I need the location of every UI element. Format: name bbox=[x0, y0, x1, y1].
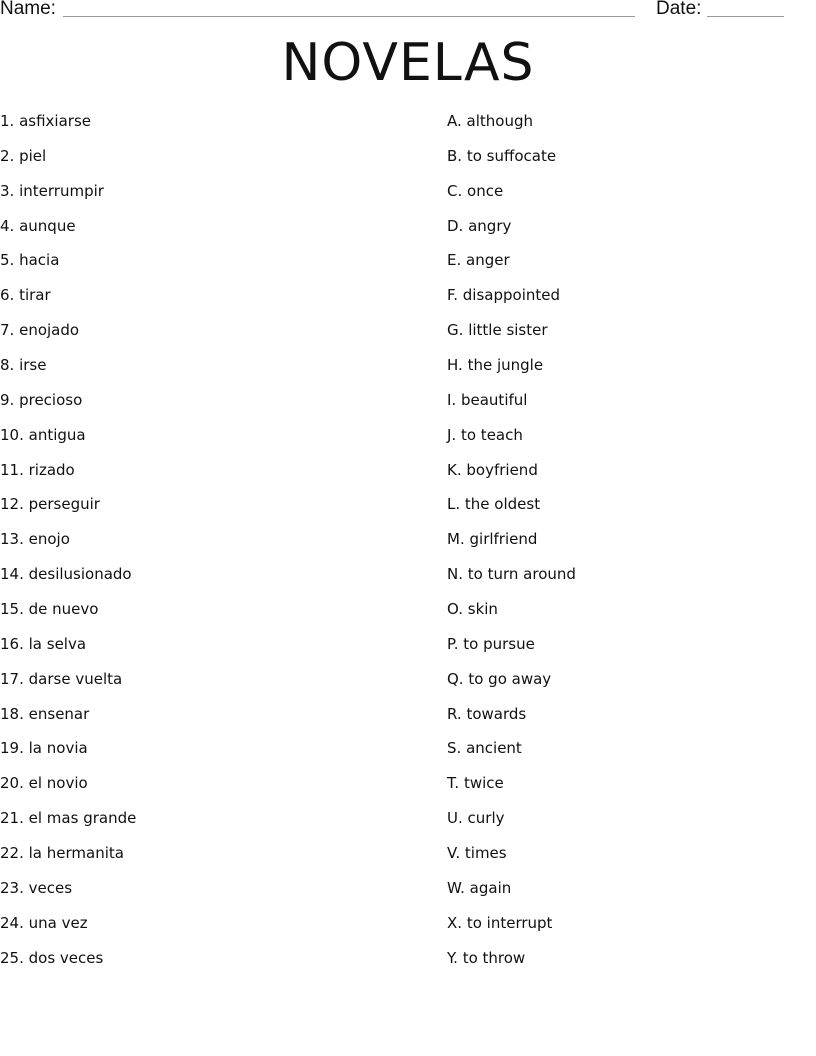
definition-letter: Q. bbox=[447, 669, 464, 688]
term-word: asfixiarse bbox=[19, 112, 91, 130]
term-item bbox=[0, 285, 420, 320]
term-item bbox=[0, 599, 420, 634]
definition-item bbox=[447, 773, 807, 808]
term-number: 15. bbox=[0, 600, 24, 619]
definition-item bbox=[447, 808, 807, 843]
date-label: Date: bbox=[656, 0, 702, 19]
term-item bbox=[0, 146, 420, 181]
english-definitions-list bbox=[447, 111, 807, 982]
term-word: hacia bbox=[19, 251, 60, 270]
definition-item bbox=[447, 878, 807, 913]
term-number: 23. bbox=[0, 878, 24, 897]
definition-item bbox=[447, 948, 807, 983]
worksheet-title: NOVELAS bbox=[281, 33, 535, 93]
definition-text: curly bbox=[467, 809, 505, 828]
term-item bbox=[0, 773, 420, 808]
term-number: 16. bbox=[0, 634, 24, 653]
definition-letter: D. bbox=[447, 216, 464, 235]
definition-item bbox=[447, 285, 807, 320]
definition-text: to throw bbox=[462, 948, 526, 967]
term-item bbox=[0, 460, 420, 495]
definition-item bbox=[447, 250, 807, 285]
definition-text: boyfriend bbox=[466, 460, 538, 479]
term-item bbox=[0, 669, 420, 704]
term-item bbox=[0, 843, 420, 878]
definition-text: to suffocate bbox=[466, 146, 557, 165]
term-word: precioso bbox=[19, 390, 83, 409]
definition-letter: G. bbox=[447, 321, 464, 340]
definition-item bbox=[447, 704, 807, 739]
term-item bbox=[0, 564, 420, 599]
spanish-terms-list bbox=[0, 111, 420, 982]
definition-text: once bbox=[467, 181, 504, 200]
term-word: rizado bbox=[28, 460, 75, 479]
term-item bbox=[0, 250, 420, 285]
definition-letter: S. bbox=[447, 739, 462, 758]
term-number: 19. bbox=[0, 739, 24, 758]
definition-item bbox=[447, 843, 807, 878]
definition-letter: J. bbox=[447, 425, 457, 444]
term-number: 10. bbox=[0, 425, 24, 444]
definition-item bbox=[447, 320, 807, 355]
term-item bbox=[0, 704, 420, 739]
definition-letter: K. bbox=[447, 460, 462, 479]
definition-item bbox=[447, 460, 807, 495]
definition-text: again bbox=[469, 878, 512, 897]
definition-text: the oldest bbox=[464, 495, 541, 514]
definition-item bbox=[447, 494, 807, 529]
definition-item bbox=[447, 181, 807, 216]
term-number: 22. bbox=[0, 844, 24, 863]
definition-letter: L. bbox=[447, 495, 461, 514]
term-number: 1. bbox=[0, 112, 15, 130]
definition-text: to turn around bbox=[467, 565, 576, 584]
definition-letter: R. bbox=[447, 704, 462, 723]
term-word: interrumpir bbox=[19, 181, 104, 200]
term-word: el novio bbox=[28, 774, 88, 793]
term-word: tirar bbox=[19, 286, 51, 305]
term-item bbox=[0, 808, 420, 843]
term-word: ensenar bbox=[28, 704, 90, 723]
definition-letter: F. bbox=[447, 286, 458, 305]
term-item bbox=[0, 634, 420, 669]
definition-text: ancient bbox=[466, 739, 522, 758]
term-number: 18. bbox=[0, 704, 24, 723]
definition-item bbox=[447, 390, 807, 425]
definition-text: anger bbox=[466, 251, 510, 270]
term-item bbox=[0, 494, 420, 529]
definition-item bbox=[447, 216, 807, 251]
name-label: Name: bbox=[0, 0, 56, 19]
term-number: 4. bbox=[0, 216, 15, 235]
term-number: 13. bbox=[0, 530, 24, 549]
definition-letter: M. bbox=[447, 530, 465, 549]
term-word: la selva bbox=[28, 634, 87, 653]
term-item bbox=[0, 529, 420, 564]
definition-text: disappointed bbox=[462, 286, 561, 305]
definition-item bbox=[447, 111, 807, 146]
term-word: la novia bbox=[28, 739, 88, 758]
definition-text: girlfriend bbox=[469, 530, 538, 549]
term-word: enojado bbox=[19, 321, 80, 340]
definition-text: little sister bbox=[468, 321, 548, 340]
term-word: de nuevo bbox=[28, 600, 99, 619]
definition-text: to interrupt bbox=[466, 913, 553, 932]
definition-letter: B. bbox=[447, 146, 463, 165]
definition-text: to go away bbox=[468, 669, 552, 688]
term-word: antigua bbox=[28, 425, 86, 444]
term-number: 21. bbox=[0, 809, 24, 828]
definition-item bbox=[447, 599, 807, 634]
term-number: 11. bbox=[0, 460, 24, 479]
definition-letter: N. bbox=[447, 565, 463, 584]
term-number: 12. bbox=[0, 495, 24, 514]
term-number: 5. bbox=[0, 251, 15, 270]
term-word: perseguir bbox=[28, 495, 100, 514]
definition-letter: P. bbox=[447, 634, 459, 653]
term-number: 24. bbox=[0, 913, 24, 932]
term-number: 14. bbox=[0, 565, 24, 584]
definition-text: angry bbox=[468, 216, 512, 235]
definition-item bbox=[447, 564, 807, 599]
definition-text: to pursue bbox=[463, 634, 535, 653]
term-word: piel bbox=[19, 146, 47, 165]
definition-item bbox=[447, 529, 807, 564]
term-number: 6. bbox=[0, 286, 15, 305]
term-item bbox=[0, 216, 420, 251]
term-item bbox=[0, 111, 420, 146]
definition-text: the jungle bbox=[467, 356, 544, 375]
term-item bbox=[0, 320, 420, 355]
definition-letter: T. bbox=[447, 774, 460, 793]
definition-item bbox=[447, 146, 807, 181]
definition-letter: I. bbox=[447, 390, 457, 409]
definition-item bbox=[447, 425, 807, 460]
definition-letter: X. bbox=[447, 913, 463, 932]
term-number: 3. bbox=[0, 181, 15, 200]
worksheet-header bbox=[0, 0, 816, 26]
term-number: 7. bbox=[0, 321, 15, 340]
term-item bbox=[0, 181, 420, 216]
definition-item bbox=[447, 669, 807, 704]
definition-item bbox=[447, 355, 807, 390]
definition-text: beautiful bbox=[460, 390, 528, 409]
definition-letter: U. bbox=[447, 809, 463, 828]
definition-text: although bbox=[466, 112, 534, 130]
definition-letter: O. bbox=[447, 600, 463, 619]
term-word: veces bbox=[28, 878, 73, 897]
definition-item bbox=[447, 738, 807, 773]
definition-text: to teach bbox=[460, 425, 523, 444]
date-field-line bbox=[707, 16, 784, 17]
definition-text: times bbox=[464, 844, 507, 863]
term-word: desilusionado bbox=[28, 565, 132, 584]
term-item bbox=[0, 425, 420, 460]
definition-letter: C. bbox=[447, 181, 463, 200]
term-word: el mas grande bbox=[28, 809, 137, 828]
definition-letter: W. bbox=[447, 878, 465, 897]
term-item bbox=[0, 355, 420, 390]
term-word: aunque bbox=[19, 216, 76, 235]
definition-text: twice bbox=[463, 774, 504, 793]
term-item bbox=[0, 948, 420, 983]
term-item bbox=[0, 738, 420, 773]
name-field-line bbox=[63, 16, 635, 17]
term-item bbox=[0, 390, 420, 425]
term-number: 8. bbox=[0, 356, 15, 375]
definition-letter: V. bbox=[447, 844, 461, 863]
definition-text: skin bbox=[467, 600, 498, 619]
term-number: 17. bbox=[0, 669, 24, 688]
term-number: 20. bbox=[0, 774, 24, 793]
term-number: 25. bbox=[0, 948, 24, 967]
term-word: una vez bbox=[28, 913, 88, 932]
term-word: irse bbox=[19, 356, 47, 375]
term-number: 9. bbox=[0, 390, 15, 409]
definition-text: towards bbox=[466, 704, 527, 723]
term-item bbox=[0, 913, 420, 948]
term-word: darse vuelta bbox=[28, 669, 123, 688]
term-word: dos veces bbox=[28, 948, 104, 967]
definition-letter: A. bbox=[447, 112, 462, 130]
term-word: enojo bbox=[28, 530, 70, 549]
term-number: 2. bbox=[0, 146, 15, 165]
definition-letter: E. bbox=[447, 251, 462, 270]
term-word: la hermanita bbox=[28, 844, 124, 863]
definition-item bbox=[447, 634, 807, 669]
definition-item bbox=[447, 913, 807, 948]
definition-letter: H. bbox=[447, 356, 463, 375]
definition-letter: Y. bbox=[447, 948, 458, 967]
term-item bbox=[0, 878, 420, 913]
